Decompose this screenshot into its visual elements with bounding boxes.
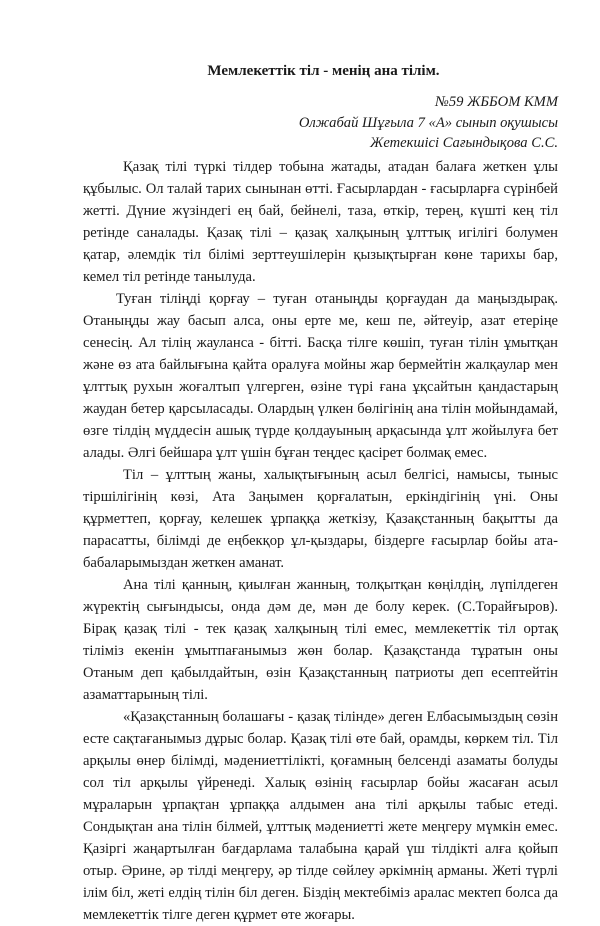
document-page [83,60,558,926]
author-line: Олжабай Шұғыла 7 «А» сынып оқушысы [298,114,558,131]
document-title: Мемлекеттік тіл - менің ана тілім. [207,63,440,79]
school-name: №59 ЖББОМ КММ [435,94,558,110]
supervisor-line: Жетекшісі Сағындықова С.С. [369,135,558,151]
paragraph-5: «Қазақстанның болашағы - қазақ тілінде» деген Елбасымыздың сөзін есте сақтағанымыз дұрыс болар. Қазақ тілі өте бай, орамды, көркем тіл. Тіл арқылы өнер білімді, мәдениеттілікті, қоғамның белсенді азаматы болуды сол тіл арқылы үйренеді. Халық өзінің ғасырлар бойы жасаған асыл мұраларын ұрпақтан ұрпаққа алдымен ана тілі арқылы табыс етеді. Сондықтан ана тілін білмей, ұлттық мәдениетті жете меңгеру мүмкін емес. Қазіргі жаңартылған бағдарлама талабына қарай үш тілдікті алға қойып отыр. Әрине, әр тілді меңгеру, әр тілде сөйлеу әркімнің арманы. Жеті түрлі ілім біл, жеті елдің тілін біл деген. Біздің мектебіміз аралас мектеп болса да мемлекеттік тілге деген құрмет өте жоғары. [83,708,558,923]
paragraph-3: Тіл – ұлттың жаны, халықтығының асыл белгісі, намысы, тыныс тіршілігінің көзі, Ата Заңымен қорғалатын, еркіндігінің үні. Оны құрметтеп, қорғау, келешек ұрпаққа жеткізу, Қазақстанның бақытты да парасатты, білімді де еңбекқор ұл-қыздары, біздерге ғасырлар бойы ата-бабаларымыздан жеткен аманат. [83,466,558,571]
paragraph-4: Ана тілі қанның, қиылған жанның, толқытқан көңілдің, лүпілдеген жүректің сығындысы, онда дәм де, мән де болу керек. (С.Торайғыров). Бірақ қазақ тілі - тек қазақ халқының тілі емес, мемлекеттік тіл ортақ тіліміз екенін ұмытпағанымыз жөн болар. Қазақстанда тұратын оны Отаным деп қабылдайтын, өзін Қазақстанның патриоты деп есептейтін азаматтарының тілі. [83,576,558,703]
paragraph-2: Туған тіліңді қорғау – туған отаныңды қорғаудан да маңыздырақ. Отаныңды жау басып алса, оны ерте ме, кеш пе, әйтеуір, азат етеріңе сенесің. Ал тілің жауланса - бітті. Басқа тілге көшіп, туған тілін ұмытқан және өз ата байлығына қайта оралуға мойны жар бермейтін жалқаулар мен ұлттық рухын жоғалтып үлгерген, өзіне түрі ғана ұқсайтын қандастарың жаудан бетер қарсыласады. Олардың үлкен бөлігінің ана тілін мойындамай, өзге тілдің мүддесін ашық түрде қолдауының арқасында ұлт жойылуға бет алады. Әлгі бейшара ұлт үшін бұған теңдес қасірет болмақ емес. [83,290,558,461]
paragraph-1: Қазақ тілі түркі тілдер тобына жатады, атадан балаға жеткен ұлы құбылыс. Ол талай тарих сынынан өтті. Ғасырлардан - ғасырларға сүрінбей жетті. Дүние жүзіндегі ең бай, бейнелі, таза, өткір, терең, күшті кең тіл ретінде саналады. Қазақ тілі – қазақ халқының ұлттық игілігі болумен қатар, әлемдік тіл білімі зерттеушілерін қызықтырған көне тарихы бар, кемел тіл ретінде танылуда. [83,158,558,285]
